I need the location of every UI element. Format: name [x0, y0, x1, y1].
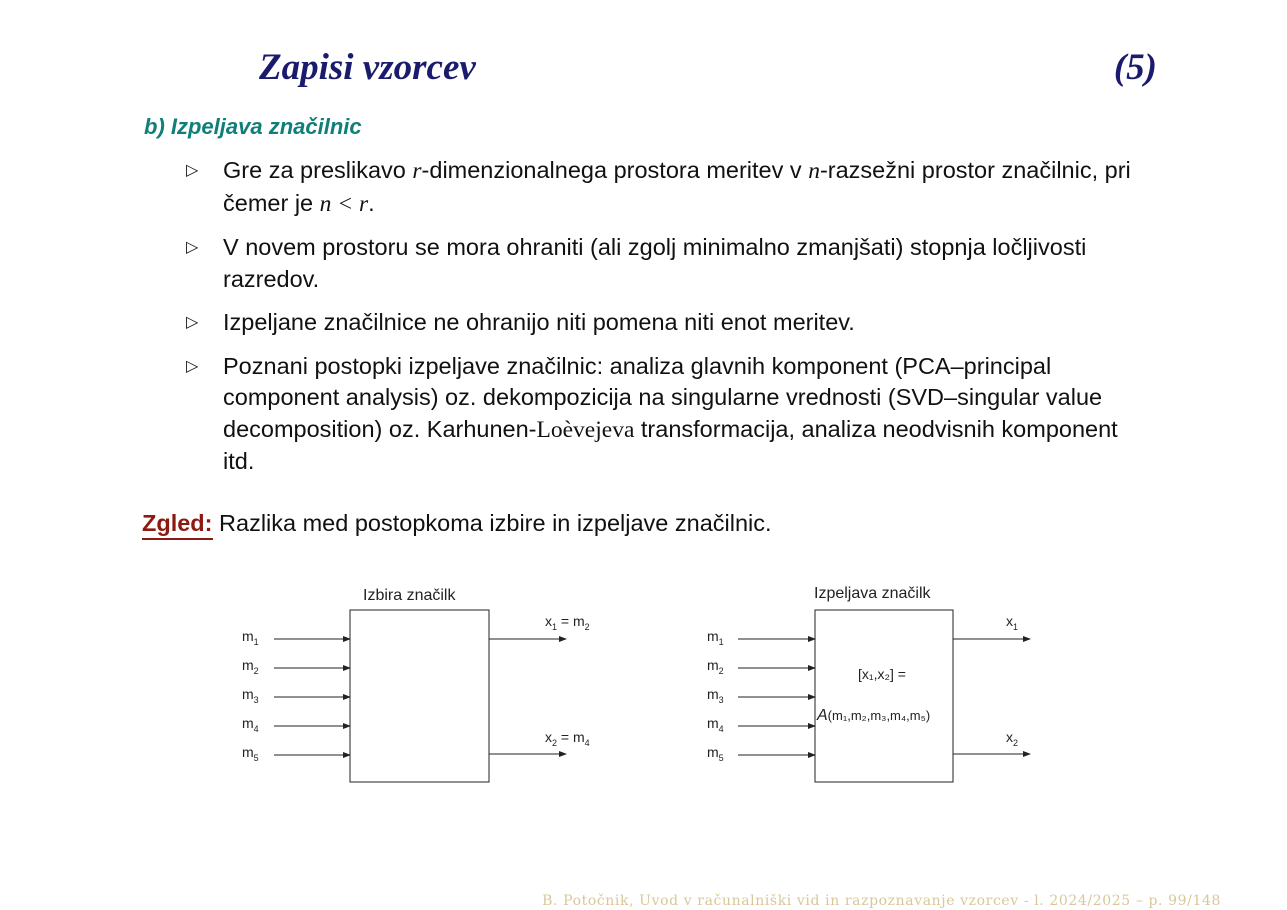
bullet-item: ▷ Poznani postopki izpeljave značilnic: analiza glavnih komponent (PCA–principal component analysis) oz. dekompozicija na singularne vrednosti (SVD–singular value decomposition) oz. Karhunen-Loèvejeva transformacija, analiza neodvisnih komponent itd.: [186, 352, 1118, 474]
selection-inputs: [242, 628, 350, 763]
extraction-diagram: [707, 585, 1030, 782]
triangle-bullet-icon: ▷: [186, 314, 199, 331]
input-label: [242, 715, 259, 734]
output-label: $x_2$: [1006, 729, 1019, 748]
extraction-inputs: [707, 628, 815, 763]
svg-text:m2: $m_2$: [707, 657, 724, 676]
input-label: [242, 686, 259, 705]
svg-text:m5: $m_5$: [242, 744, 259, 763]
extraction-box: [815, 610, 953, 782]
slide-title: Zapisi vzorcev: [259, 47, 476, 88]
input-label: [707, 715, 724, 734]
svg-text:m5: $m_5$: [707, 744, 724, 763]
input-label: [707, 686, 724, 705]
footer-citation: B. Potočnik, Uvod v računalniški vid in razpoznavanje vzorcev - l. 2024/2025 – p. 99/148: [542, 893, 1221, 909]
triangle-bullet-icon: ▷: [186, 357, 199, 375]
input-label: [707, 744, 724, 763]
input-label: [707, 628, 724, 647]
input-label: [242, 657, 259, 676]
math-r: r: [412, 158, 422, 184]
input-label: [707, 657, 724, 676]
formula-line-2: A(m₁,m₂,m₃,m₄,m₅): [817, 707, 931, 724]
triangle-bullet-icon: ▷: [186, 239, 199, 256]
triangle-bullet-icon: ▷: [186, 162, 199, 179]
input-label: [242, 628, 259, 647]
math-n: n: [808, 158, 820, 184]
selection-title: Izbira značilk: [363, 587, 456, 604]
svg-text:m1: $m_1$: [707, 628, 724, 647]
svg-text:m2: $m_2$: [242, 657, 259, 676]
bullet-item: ▷ Gre za preslikavo r-dimenzionalnega prostora meritev v n-razsežni prostor značilnic, pri čemer je n < r.: [186, 157, 1131, 217]
section-subtitle: b) Izpeljava značilnic: [144, 114, 362, 139]
output-label: $x_2 = m_4$: [545, 729, 590, 748]
example-label: Zgled:: [142, 510, 213, 540]
selection-diagram: [242, 587, 590, 782]
input-label: [242, 744, 259, 763]
svg-text:m3: $m_3$: [707, 686, 724, 705]
selection-box: [350, 610, 489, 782]
output-label: $x_1 = m_2$: [545, 613, 590, 632]
output-label: $x_1$: [1006, 613, 1019, 632]
svg-text:m1: $m_1$: [242, 628, 259, 647]
math-n-less-r: n < r: [319, 190, 369, 217]
bullet-item: ▷ V novem prostoru se mora ohraniti (ali zgolj minimalno zmanjšati) stopnja ločljivosti razredov.: [186, 234, 1087, 292]
svg-text:m4: $m_4$: [242, 715, 259, 734]
extraction-title: Izpeljava značilk: [814, 585, 931, 602]
formula-line-1: [x₁,x₂] =: [858, 666, 906, 682]
bullet-item: ▷ Izpeljane značilnice ne ohranijo niti pomena niti enot meritev.: [186, 307, 1146, 339]
svg-text:m3: $m_3$: [242, 686, 259, 705]
example-text: Razlika med postopkoma izbire in izpeljave značilnic.: [212, 510, 772, 536]
svg-text:m4: $m_4$: [707, 715, 724, 734]
slide-number: (5): [1113, 47, 1157, 88]
